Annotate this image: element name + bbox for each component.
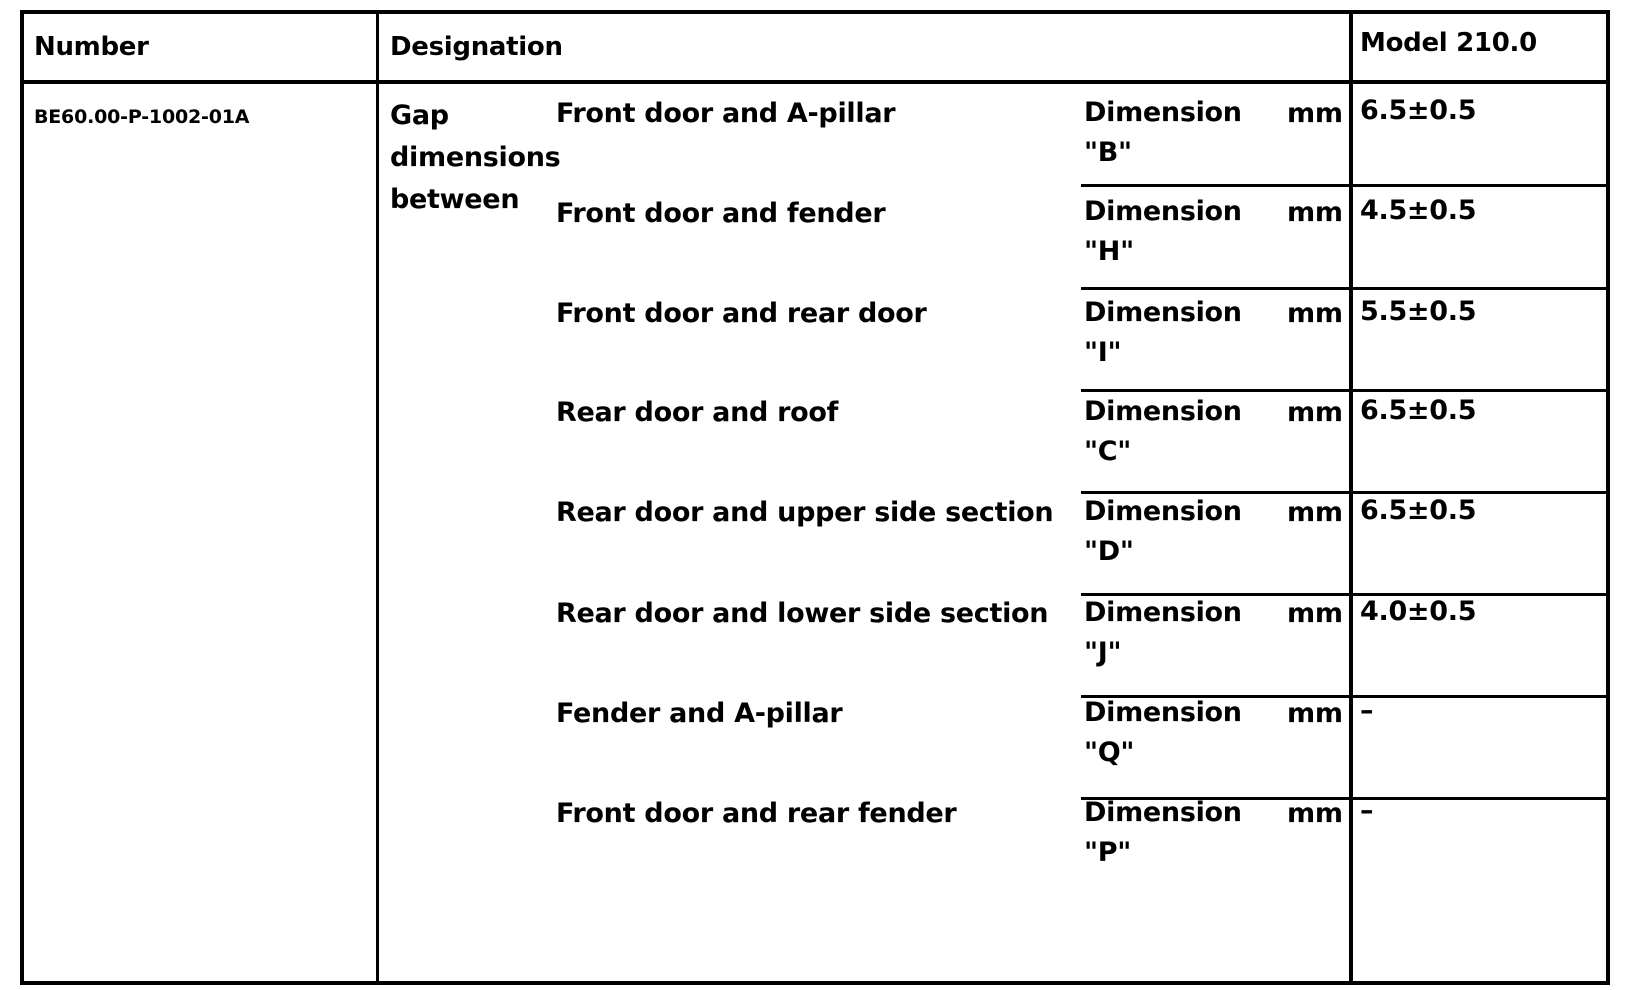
dimension-label (1084, 192, 1242, 272)
dimension-word: Dimension (1084, 797, 1242, 828)
model-value: 5.5±0.5 (1360, 296, 1477, 327)
dimension-label (1084, 693, 1242, 773)
unit-label: mm (1287, 598, 1343, 629)
row-label: Rear door and roof (556, 397, 839, 428)
dimension-label (1084, 593, 1242, 673)
header-divider (24, 80, 1610, 84)
row-label: Rear door and lower side section (556, 598, 1049, 629)
model-value: – (1360, 795, 1374, 826)
dimension-code: "Q" (1084, 737, 1135, 768)
row-divider (1081, 184, 1610, 187)
header-model: Model 210.0 (1360, 28, 1537, 58)
dimension-word: Dimension (1084, 496, 1242, 527)
dimension-code: "B" (1084, 137, 1132, 168)
part-number: BE60.00-P-1002-01A (34, 106, 250, 128)
row-label: Fender and A-pillar (556, 698, 843, 729)
model-value: 6.5±0.5 (1360, 95, 1477, 126)
dimension-word: Dimension (1084, 396, 1242, 427)
unit-label: mm (1287, 798, 1343, 829)
dimension-label (1084, 293, 1242, 373)
row-label: Front door and fender (556, 198, 886, 229)
unit-label: mm (1287, 397, 1343, 428)
dimension-word: Dimension (1084, 697, 1242, 728)
dimension-label (1084, 93, 1242, 173)
unit-label: mm (1287, 698, 1343, 729)
model-value: 4.5±0.5 (1360, 195, 1477, 226)
row-label: Rear door and upper side section (556, 497, 1054, 528)
header-number: Number (34, 32, 149, 62)
col-divider-model (1349, 14, 1353, 985)
row-label: Front door and rear fender (556, 798, 957, 829)
dimension-word: Dimension (1084, 97, 1242, 128)
unit-label: mm (1287, 298, 1343, 329)
dimension-word: Dimension (1084, 196, 1242, 227)
dimension-label (1084, 793, 1242, 873)
dimension-code: "C" (1084, 436, 1132, 467)
dimension-word: Dimension (1084, 597, 1242, 628)
unit-label: mm (1287, 98, 1343, 129)
model-value: 4.0±0.5 (1360, 596, 1477, 627)
row-label: Front door and rear door (556, 298, 927, 329)
model-value: 6.5±0.5 (1360, 495, 1477, 526)
dimension-code: "P" (1084, 837, 1132, 868)
model-value: 6.5±0.5 (1360, 395, 1477, 426)
dimension-code: "J" (1084, 637, 1122, 668)
unit-label: mm (1287, 197, 1343, 228)
unit-label: mm (1287, 497, 1343, 528)
col-divider-number (376, 14, 379, 985)
designation-group: Gap dimensions between (390, 100, 561, 215)
dimension-label (1084, 392, 1242, 472)
dimension-word: Dimension (1084, 297, 1242, 328)
dimension-code: "H" (1084, 236, 1134, 267)
spec-table (20, 10, 1610, 985)
row-divider (1081, 287, 1610, 290)
dimension-label (1084, 492, 1242, 572)
dimension-code: "I" (1084, 337, 1122, 368)
model-value: – (1360, 695, 1374, 726)
dimension-code: "D" (1084, 536, 1134, 567)
row-label: Front door and A-pillar (556, 98, 896, 129)
header-designation: Designation (390, 32, 563, 62)
